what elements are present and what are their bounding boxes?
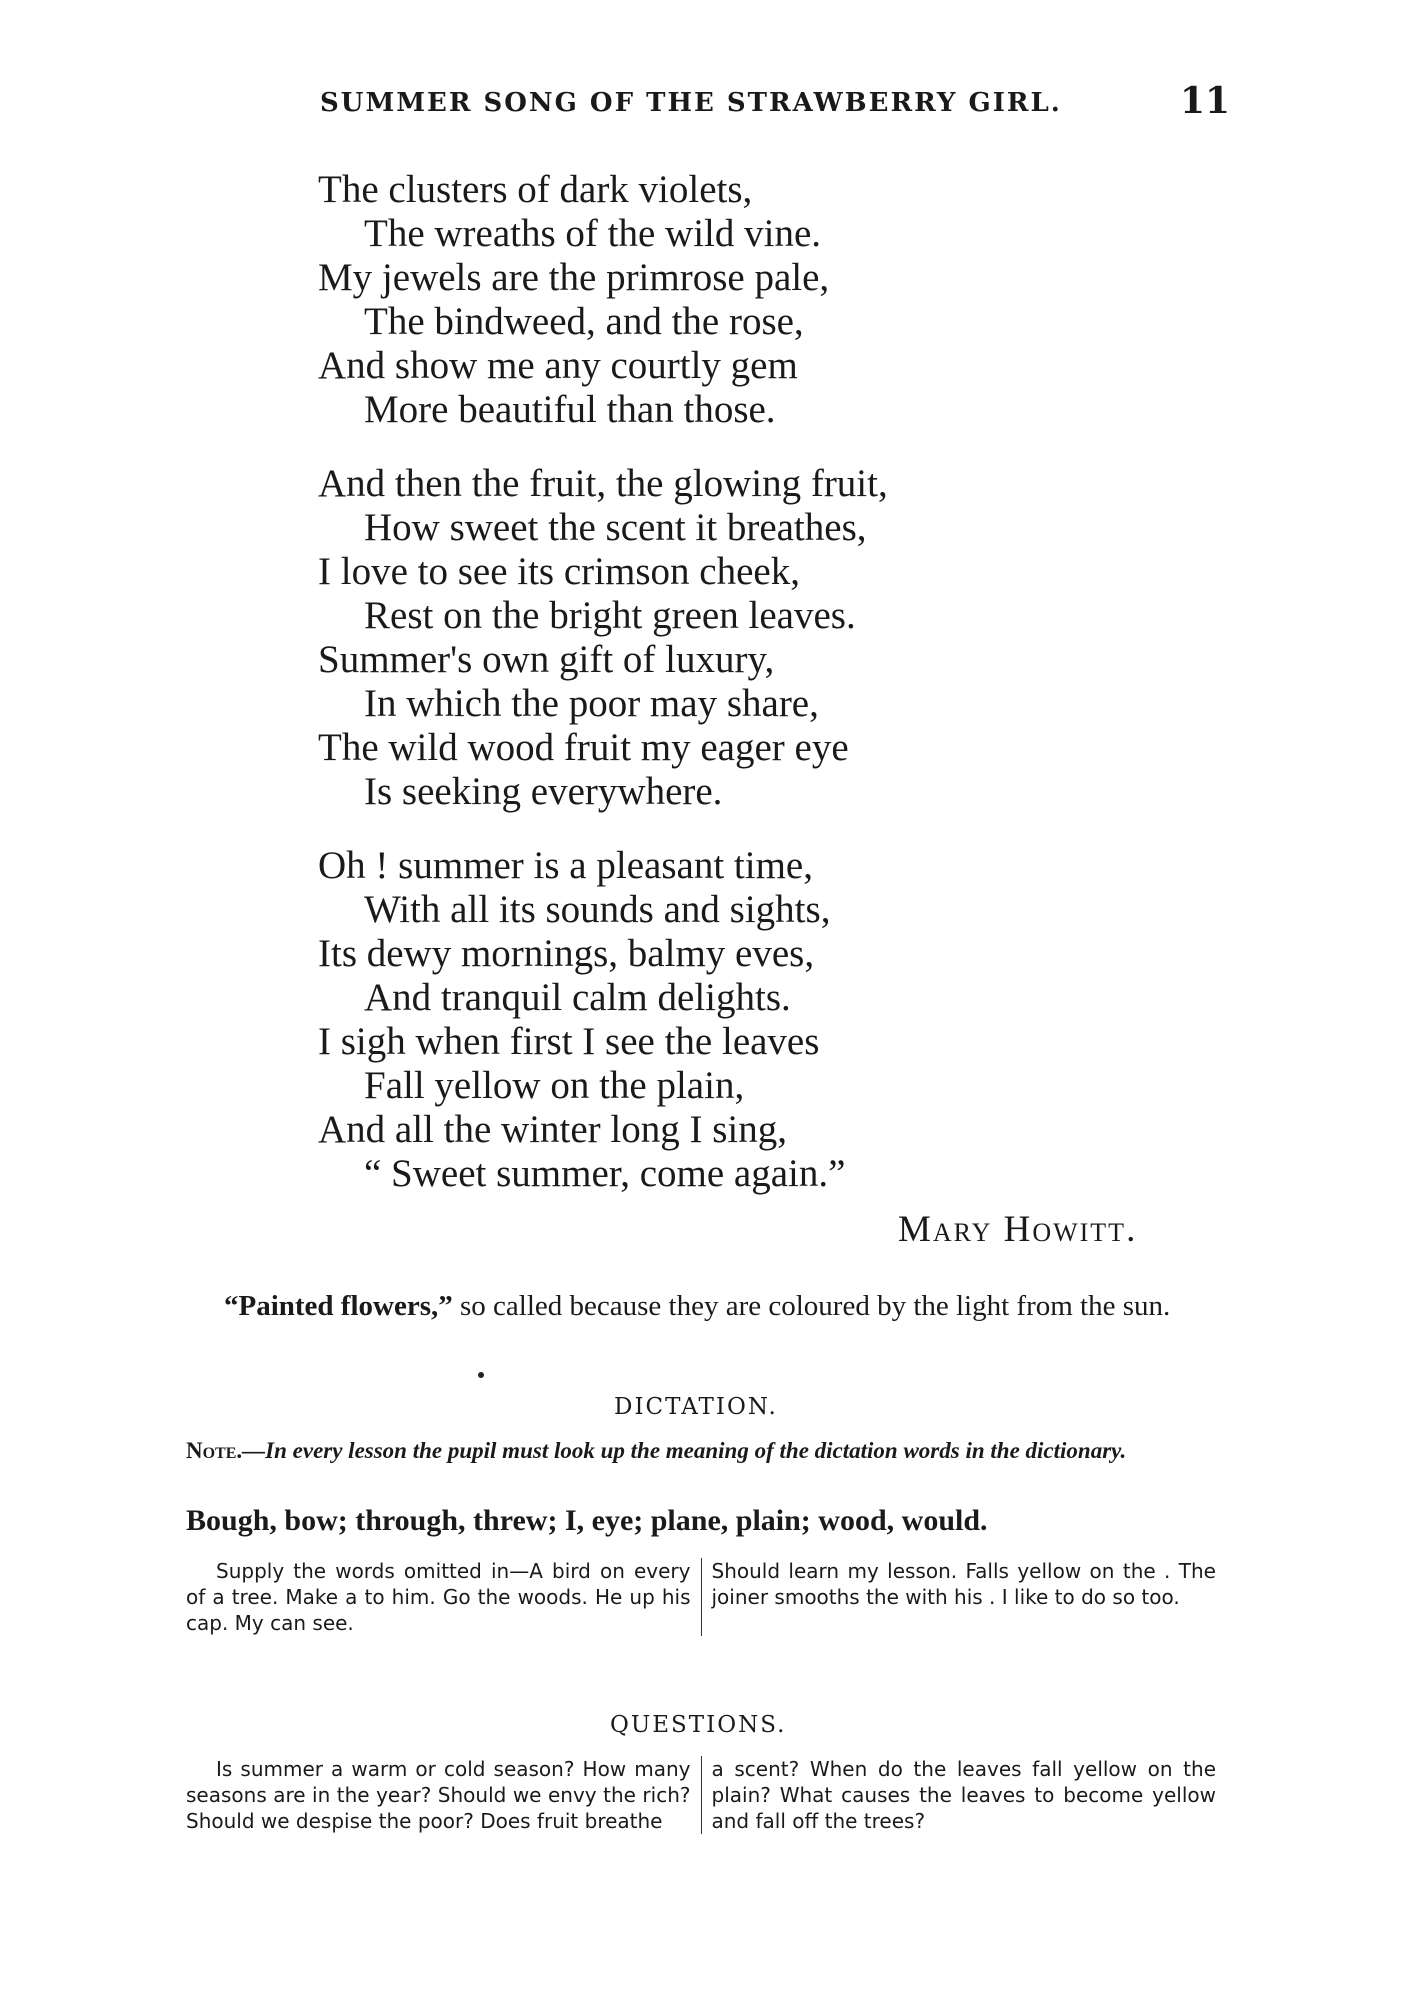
poem-line: Summer's own gift of luxury, xyxy=(318,638,775,681)
stanza-3 xyxy=(318,844,1078,1196)
poem xyxy=(318,168,1078,1226)
poem-line: How sweet the scent it breathes, xyxy=(364,506,867,549)
dictation-note-lead: Note. xyxy=(186,1438,243,1463)
footnote xyxy=(186,1288,1216,1324)
poem-line: And then the fruit, the glowing fruit, xyxy=(318,462,888,505)
questions-block xyxy=(186,1756,1216,1834)
stanza-1 xyxy=(318,168,1078,432)
poem-line: And tranquil calm delights. xyxy=(364,976,791,1019)
running-title: SUMMER SONG OF THE STRAWBERRY GIRL. xyxy=(320,88,1062,118)
stanza-2 xyxy=(318,462,1078,814)
poem-line: Fall yellow on the plain, xyxy=(364,1064,745,1107)
questions-right: a scent? When do the leaves fall yellow on the plain? What causes the leaves to become yellow and fall off the trees? xyxy=(701,1756,1217,1834)
footnote-text: so called because they are coloured by the light from the sun. xyxy=(452,1290,1171,1322)
poem-line: And all the winter long I sing, xyxy=(318,1108,788,1151)
poem-line: The wreaths of the wild vine. xyxy=(364,212,822,255)
dictation-note-text: —In every lesson the pupil must look up the meaning of the dictation words in the dictionary. xyxy=(242,1438,1127,1463)
page-number: 11 xyxy=(1180,80,1231,122)
supply-exercise-right: Should learn my lesson. Falls yellow on the . The joiner smooths the with his . I like to do so too. xyxy=(701,1558,1217,1636)
poem-line: With all its sounds and sights, xyxy=(364,888,831,931)
questions-heading: QUESTIONS. xyxy=(610,1712,787,1738)
poem-line: In which the poor may share, xyxy=(364,682,819,725)
poem-line: I love to see its crimson cheek, xyxy=(318,550,800,593)
stray-dot xyxy=(478,1372,484,1378)
poem-line: “ Sweet summer, come again.” xyxy=(364,1152,846,1195)
questions-left: Is summer a warm or cold season? How many seasons are in the year? Should we envy the rich? Should we despise the poor? Does fruit breathe xyxy=(186,1757,691,1833)
poem-author: Mary Howitt. xyxy=(898,1209,1138,1250)
poem-line: Is seeking everywhere. xyxy=(364,770,723,813)
poem-line: And show me any courtly gem xyxy=(318,344,798,387)
dictation-words: Bough, bow; through, threw; I, eye; plane, plain; wood, would. xyxy=(186,1504,988,1537)
footnote-term: “Painted flowers,” xyxy=(224,1290,453,1322)
poem-line: My jewels are the primrose pale, xyxy=(318,256,830,299)
supply-exercise-left: Supply the words omitted in—A bird on every of a tree. Make a to him. Go the woods. He up his cap. My can see. xyxy=(186,1559,691,1635)
poem-line: The clusters of dark violets, xyxy=(318,168,753,211)
poem-line: The wild wood fruit my eager eye xyxy=(318,726,849,769)
poem-line: Rest on the bright green leaves. xyxy=(364,594,856,637)
dictation-heading: DICTATION. xyxy=(614,1394,778,1420)
poem-line: I sigh when first I see the leaves xyxy=(318,1020,820,1063)
dictation-note xyxy=(186,1436,1216,1466)
poem-line: Oh ! summer is a pleasant time, xyxy=(318,844,813,887)
poem-line: Its dewy mornings, balmy eves, xyxy=(318,932,815,975)
supply-exercise xyxy=(186,1558,1216,1636)
poem-line: The bindweed, and the rose, xyxy=(364,300,804,343)
poem-line: More beautiful than those. xyxy=(364,388,776,431)
